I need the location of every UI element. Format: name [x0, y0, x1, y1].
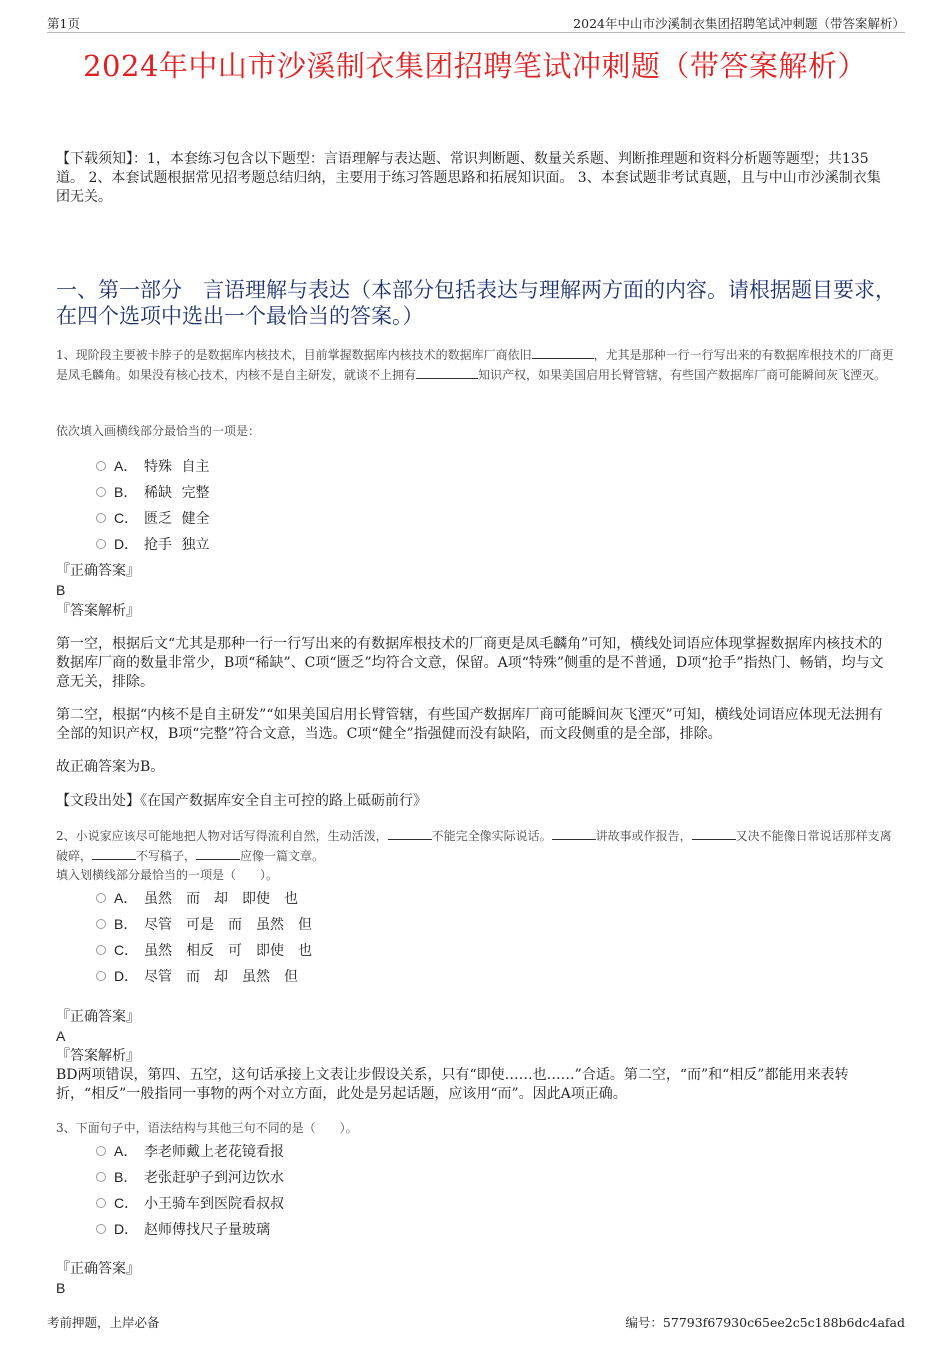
document-title: 2024年中山市沙溪制衣集团招聘笔试冲刺题（带答案解析） — [83, 49, 867, 83]
q1-option-a[interactable]: A． 特殊 自主 — [96, 456, 209, 476]
q1-analysis-3: 故正确答案为B。 — [56, 759, 165, 775]
q1-option-c[interactable]: C． 匮乏 健全 — [96, 508, 209, 528]
q2-option-d[interactable]: D． 尽管 而 却 虽然 但 — [96, 966, 298, 986]
blank — [532, 346, 594, 359]
footer-serial: 编号：57793f67930c65ee2c5c188b6dc4afad — [625, 1315, 905, 1330]
q1-option-d[interactable]: D． 抢手 独立 — [96, 534, 209, 554]
q1-stem: 1、现阶段主要被卡脖子的是数据库内核技术，目前掌握数据库内核技术的数据库厂商依旧 ，尤其是那种一行一行写出来的有数据库根技术的厂商更是凤毛麟角。如果没有核心技术，内核不是自主研发，就谈不上拥有 知识产权，如果美国启用长臂管辖，有些国产数据库厂商可能瞬间灰飞湮灭。 — [56, 348, 894, 382]
q1-analysis-2: 第二空，根据“内核不是自主研发”“如果美国启用长臂管辖，有些国产数据库厂商可能瞬间灰飞湮灭”可知，横线处词语应体现无法拥有全部的知识产权，B项“完整”符合文意，当选。C项“健全”指强健而没有缺陷，而文段侧重的是全部，排除。 — [56, 707, 883, 742]
page-header — [47, 14, 905, 33]
q3-answer: B — [56, 1280, 66, 1296]
blank — [692, 827, 736, 840]
q2-option-a[interactable]: A． 虽然 而 却 即使 也 — [96, 888, 298, 908]
blank — [92, 847, 136, 860]
q1-answer: B — [56, 582, 66, 598]
radio-icon[interactable] — [96, 539, 106, 549]
blank — [388, 827, 432, 840]
radio-icon[interactable] — [96, 919, 106, 929]
blank — [552, 827, 596, 840]
header-title: 2024年中山市沙溪制衣集团招聘笔试冲刺题（带答案解析） — [573, 16, 905, 31]
q2-correct-label: 『正确答案』 — [56, 1009, 140, 1025]
q3-option-d[interactable]: D． 赵师傅找尺子量玻璃 — [96, 1219, 270, 1239]
q2-instruction: 填入划横线部分最恰当的一项是（ ）。 — [56, 868, 279, 882]
q2-stem: 2、小说家应该尽可能地把人物对话写得流利自然，生动活泼， 不能完全像实际说话。 讲故事或作报告， 又决不能像日常说话那样支离破碎， 不写稿子， 应像一篇文章。 — [56, 829, 892, 863]
blank — [196, 847, 240, 860]
radio-icon[interactable] — [96, 1224, 106, 1234]
q3-option-b[interactable]: B． 老张赶驴子到河边饮水 — [96, 1167, 284, 1187]
q2-answer: A — [56, 1028, 66, 1044]
blank — [416, 366, 478, 379]
radio-icon[interactable] — [96, 971, 106, 981]
section-1-heading: 一、第一部分 言语理解与表达（本部分包括表达与理解两方面的内容。请根据题目要求，在四个选项中选出一个最恰当的答案。） — [56, 278, 896, 328]
q2-option-b[interactable]: B． 尽管 可是 而 虽然 但 — [96, 914, 312, 934]
q2-option-c[interactable]: C． 虽然 相反 可 即使 也 — [96, 940, 312, 960]
q1-analysis-1: 第一空，根据后文“尤其是那种一行一行写出来的有数据库根技术的厂商更是凤毛麟角”可知，横线处词语应体现掌握数据库内核技术的数据库厂商的数量非常少，B项“稀缺”、C项“匮乏”均符合文意，保留。A项“特殊”侧重的是不普通，D项“抢手”指热门、畅销，均与文意无关，排除。 — [56, 636, 884, 690]
q3-correct-label: 『正确答案』 — [56, 1261, 140, 1277]
q1-source: 【文段出处】《在国产数据库安全自主可控的路上砥砺前行》 — [56, 793, 427, 809]
q3-stem: 3、下面句子中，语法结构与其他三句不同的是（ ）。 — [56, 1121, 358, 1135]
q2-analysis-label: 『答案解析』 — [56, 1048, 140, 1064]
q1-correct-label: 『正确答案』 — [56, 563, 140, 579]
footer-slogan: 考前押题，上岸必备 — [47, 1315, 160, 1330]
download-notice: 【下载须知】：1，本套练习包含以下题型：言语理解与表达题、常识判断题、数量关系题、判断推理题和资料分析题等题型；共135道。 2、本套试题根据常见招考题总结归纳，主要用于练习答题思路和拓展知识面。 3、本套试题非考试真题，且与中山市沙溪制衣集团无关。 — [56, 151, 881, 205]
page-number: 第1页 — [47, 16, 80, 31]
q1-option-b[interactable]: B． 稀缺 完整 — [96, 482, 209, 502]
radio-icon[interactable] — [96, 513, 106, 523]
q3-option-a[interactable]: A． 李老师戴上老花镜看报 — [96, 1141, 284, 1161]
q2-analysis: BD两项错误，第四、五空，这句话承接上文表让步假设关系，只有“即使……也……”合适。第二空，“而”和“相反”都能用来表转折，“相反”一般指同一事物的两个对立方面，此处是另起话题，应该用“而”。因此A项正确。 — [56, 1067, 849, 1102]
radio-icon[interactable] — [96, 1198, 106, 1208]
radio-icon[interactable] — [96, 461, 106, 471]
q1-analysis-label: 『答案解析』 — [56, 603, 140, 619]
radio-icon[interactable] — [96, 1172, 106, 1182]
q3-option-c[interactable]: C． 小王骑车到医院看叔叔 — [96, 1193, 284, 1213]
radio-icon[interactable] — [96, 945, 106, 955]
radio-icon[interactable] — [96, 1146, 106, 1156]
radio-icon[interactable] — [96, 893, 106, 903]
radio-icon[interactable] — [96, 487, 106, 497]
q1-instruction: 依次填入画横线部分最恰当的一项是： — [56, 424, 261, 438]
